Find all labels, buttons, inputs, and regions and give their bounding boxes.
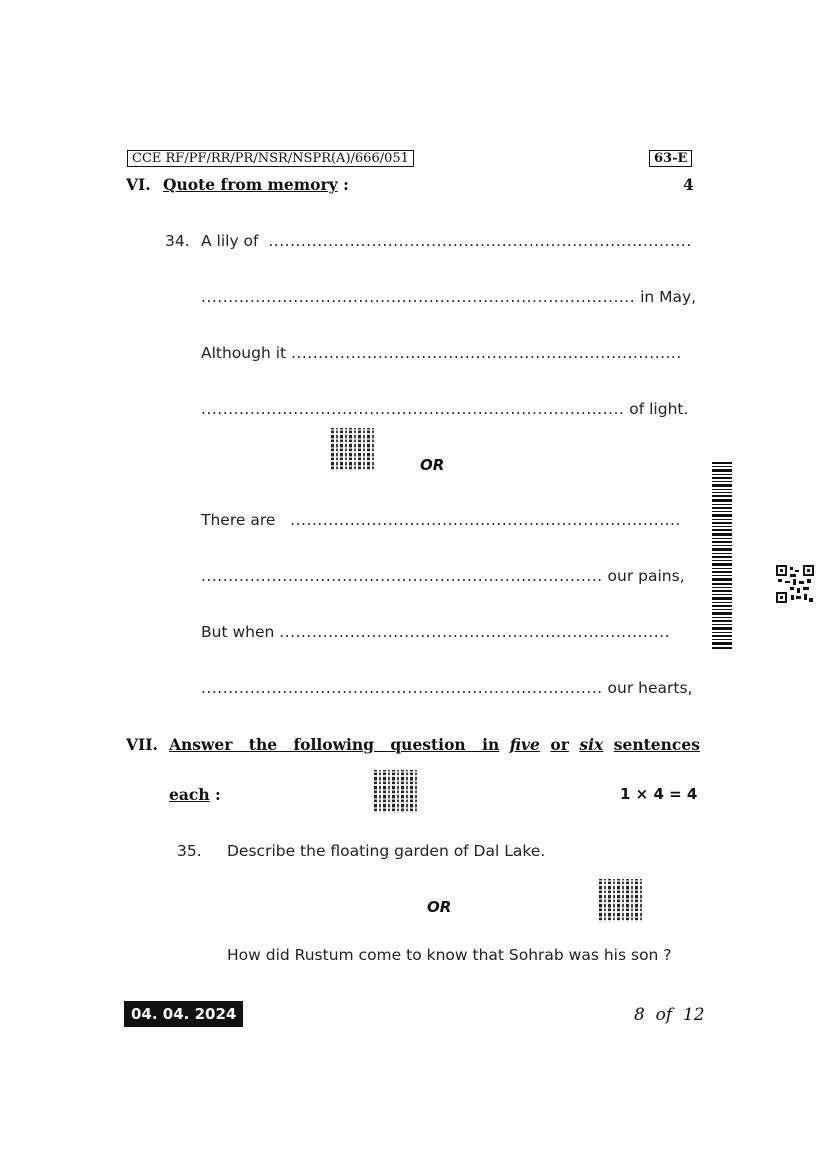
- section-vii-number: VII.: [126, 735, 158, 754]
- poem2-line4: [201, 679, 692, 697]
- poem1-line1-prefix: A lily of: [201, 232, 259, 250]
- poem1-line2: [201, 288, 696, 306]
- poem1-line3: [201, 344, 682, 362]
- section-vii-marks: 1 × 4 = 4: [620, 785, 698, 803]
- section-vi-colon: :: [343, 175, 349, 194]
- qr-code-image: [776, 565, 814, 603]
- qr-code-image: [599, 879, 642, 922]
- blank-line: ..........................................................................: [201, 567, 603, 585]
- each-word: each: [169, 785, 210, 804]
- q35-or: OR: [427, 898, 452, 916]
- q35-number: 35.: [177, 842, 202, 860]
- page-number: 8 of 12: [634, 1005, 705, 1025]
- poem1-line4-suffix: of light.: [629, 400, 689, 418]
- section-vii-each: [169, 785, 221, 804]
- section-vii-instruction: [169, 735, 700, 754]
- exam-date-badge: 04. 04. 2024: [124, 1001, 243, 1027]
- six-word: six: [579, 735, 604, 754]
- q34-or: OR: [420, 456, 445, 474]
- poem1-line1: [201, 232, 692, 250]
- q35-alt-text: How did Rustum come to know that Sohrab was his son ?: [227, 946, 672, 964]
- subject-code-box: [649, 150, 692, 167]
- paper-code-box: [127, 150, 414, 167]
- blank-line: ..............................................................................: [268, 232, 692, 250]
- sentences-word: sentences: [613, 735, 700, 754]
- section-vi-title: Quote from memory: [163, 175, 338, 194]
- qr-code-image: [331, 428, 374, 471]
- section-vi-number: VI.: [126, 175, 151, 194]
- q34-number: 34.: [165, 232, 190, 250]
- blank-line: ........................................................................: [291, 344, 682, 362]
- or-word: or: [550, 735, 569, 754]
- blank-line: ........................................................................: [290, 511, 681, 529]
- paper-code: CCE RF/PF/RR/PR/NSR/NSPR(A)/666/051: [132, 151, 409, 166]
- poem1-line2-suffix: in May,: [640, 288, 697, 306]
- poem2-line1: [201, 511, 681, 529]
- each-colon: :: [215, 785, 221, 804]
- blank-line: ..............................................................................: [201, 400, 625, 418]
- instruction-text: Answer the following question in: [169, 735, 500, 754]
- subject-code: 63-E: [654, 151, 688, 166]
- section-vi-heading: [163, 175, 349, 194]
- poem2-line4-suffix: our hearts,: [607, 679, 693, 697]
- five-word: five: [509, 735, 540, 754]
- blank-line: ..........................................................................: [201, 679, 603, 697]
- poem2-line1-prefix: There are: [201, 511, 276, 529]
- section-vi-marks: 4: [683, 175, 694, 194]
- poem2-line3-prefix: But when: [201, 623, 275, 641]
- qr-code-image: [374, 770, 417, 813]
- poem2-line2: [201, 567, 685, 585]
- blank-line: ................................................................................: [201, 288, 636, 306]
- barcode-image: [712, 462, 732, 650]
- poem1-line3-prefix: Although it: [201, 344, 287, 362]
- q35-text: Describe the floating garden of Dal Lake.: [227, 842, 546, 860]
- poem2-line3: [201, 623, 670, 641]
- poem1-line4: [201, 400, 688, 418]
- blank-line: ........................................................................: [279, 623, 671, 641]
- poem2-line2-suffix: our pains,: [607, 567, 685, 585]
